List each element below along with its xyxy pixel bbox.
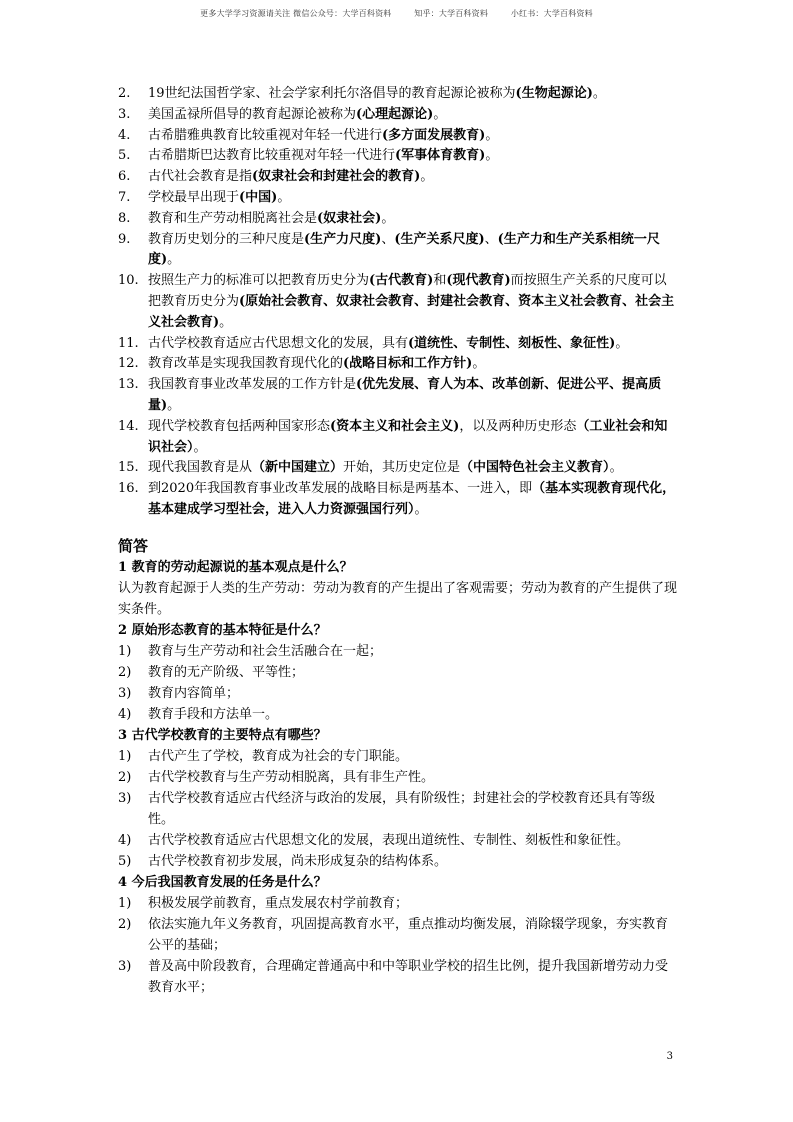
item-number: 14. — [118, 418, 139, 434]
answer-text: (心理起源论) — [356, 106, 434, 122]
answer-list — [118, 746, 678, 872]
item-number: 8. — [118, 210, 131, 226]
item-number: 12. — [118, 356, 139, 372]
question-text: ，以及两种历史形态 — [459, 418, 577, 434]
question-heading: 3 古代学校教育的主要特点有哪些？ — [118, 727, 327, 743]
list-item — [118, 230, 678, 272]
page-number: 3 — [666, 1051, 673, 1062]
header-zhihu: 知乎：大学百科资料 — [414, 9, 489, 18]
question-text: 美国孟禄所倡导的教育起源论被称为 — [148, 106, 357, 122]
question-text: 教育历史划分的三种尺度是 — [148, 231, 305, 247]
question-text: 。 — [277, 189, 291, 205]
item-text — [148, 167, 678, 188]
header-xiaohongshu: 小红书：大学百科资料 — [510, 9, 593, 18]
item-text: 依法实施九年义务教育，巩固提高教育水平，重点推动均衡发展，消除辍学现象，夯实教育公平的基础； — [148, 916, 669, 953]
answer-text: (军事体育教育) — [395, 148, 486, 164]
question-text: 古希腊斯巴达教育比较重视对年轻一代进行 — [148, 148, 396, 164]
item-text: 普及高中阶段教育，合理确定普通高中和中等职业学校的招生比例，提升我国新增劳动力受教育水平； — [148, 958, 669, 995]
item-text: 古代学校教育初步发展，尚未形成复杂的结构体系。 — [148, 853, 448, 869]
question-text: 而按照生产关系的尺度可以把教育历史分为 — [148, 273, 667, 309]
item-number: 2) — [118, 664, 132, 680]
item-number: 3) — [118, 790, 132, 806]
item-text — [148, 188, 678, 209]
question-text: 。 — [219, 314, 233, 330]
list-item — [118, 767, 678, 788]
answer-text: （工业社会和知识社会） — [148, 418, 668, 455]
item-text — [148, 126, 678, 147]
question-text: 。 — [485, 148, 499, 164]
question-text: 古代社会教育是指 — [148, 169, 253, 185]
list-item — [118, 830, 678, 851]
list-item — [118, 641, 678, 662]
item-number: 1) — [118, 748, 132, 764]
item-text — [148, 479, 678, 521]
list-item — [118, 704, 678, 725]
list-item — [118, 167, 678, 188]
answer-paragraph: 认为教育起源于人类的生产劳动：劳动为教育的产生提出了客观需要；劳动为教育的产生提供了现实条件。 — [118, 580, 678, 617]
item-number: 3) — [118, 958, 132, 974]
item-text — [148, 458, 678, 479]
list-item — [118, 662, 678, 683]
item-number: 10. — [118, 273, 139, 289]
list-item — [118, 146, 678, 167]
question-text: 学校最早出现于 — [148, 189, 240, 205]
list-item — [118, 84, 678, 105]
question-text: 。 — [615, 335, 629, 351]
question-text: 按照生产力的标准可以把教育历史分为 — [148, 273, 370, 289]
item-text: 古代学校教育与生产劳动相脱离，具有非生产性。 — [148, 769, 435, 785]
item-text: 古代学校教育适应古代思想文化的发展，表现出道统性、专制性、刻板性和象征性。 — [148, 832, 630, 848]
section-title: 简答 — [118, 536, 149, 555]
list-item — [118, 354, 678, 375]
answer-text: (生产力尺度) — [304, 231, 382, 247]
item-text: 古代学校教育适应古代经济与政治的发展，具有阶级性；封建社会的学校教育还具有等级性。 — [148, 790, 656, 827]
question-text: 教育和生产劳动相脱离社会是 — [148, 210, 318, 226]
item-number: 3. — [118, 106, 131, 122]
item-number: 1) — [118, 895, 132, 911]
list-item — [118, 956, 678, 998]
question-text: 和 — [433, 273, 447, 289]
answer-text: (生产力和生产关系相统一尺度) — [148, 231, 660, 268]
short-answer-section — [118, 557, 678, 998]
question-text: 到2020年我国教育事业改革发展的战略目标是两基本、一进入，即 — [148, 481, 533, 497]
answer-text: (原始社会教育、奴隶社会教育、封建社会教育、资本主义社会教育、社会主义社会教育) — [148, 293, 675, 330]
answer-text: （新中国建立） — [252, 460, 344, 476]
answer-text: (中国) — [239, 189, 278, 205]
item-number: 6. — [118, 169, 131, 185]
answer-text: (古代教育) — [369, 273, 434, 289]
item-text — [148, 84, 678, 105]
question-text: 。 — [381, 210, 395, 226]
item-number: 9. — [118, 231, 131, 247]
answer-text: (奴隶社会和封建社会的教育) — [252, 169, 421, 185]
page-content — [118, 84, 678, 998]
item-text — [148, 417, 678, 459]
item-number: 4) — [118, 706, 132, 722]
list-item — [118, 271, 678, 333]
answer-text: (多方面发展教育) — [382, 127, 486, 143]
answer-text: (优先发展、育人为本、改革创新、促进公平、提高质量) — [148, 377, 662, 413]
question-heading: 2 原始形态教育的基本特征是什么？ — [118, 622, 327, 638]
item-number: 3) — [118, 685, 132, 701]
item-text — [148, 375, 678, 417]
item-number: 11. — [118, 335, 139, 351]
item-text: 积极发展学前教育，重点发展农村学前教育； — [148, 895, 409, 911]
list-item — [118, 126, 678, 147]
list-item — [118, 914, 678, 956]
list-item — [118, 105, 678, 126]
item-text: 古代产生了学校，教育成为社会的专门职能。 — [148, 748, 409, 764]
list-item — [118, 479, 678, 521]
answer-text: (现代教育) — [446, 273, 511, 289]
question-text: 。 — [472, 356, 486, 372]
answer-list — [118, 641, 678, 725]
answer-text: (道统性、专制性、刻板性、象征性) — [408, 335, 616, 351]
item-number: 5. — [118, 148, 131, 164]
answer-text: (资本主义和社会主义) — [330, 418, 460, 434]
question-text: 教育改革是实现我国教育现代化的 — [148, 356, 344, 372]
question-text: 。 — [193, 439, 207, 455]
list-item — [118, 209, 678, 230]
item-text: 教育与生产劳动和社会生活融合在一起； — [148, 643, 383, 659]
item-number: 16. — [118, 481, 139, 497]
question-text: 现代我国教育是从 — [148, 460, 253, 476]
item-number: 4) — [118, 832, 132, 848]
item-text — [148, 105, 678, 126]
question-text: 。 — [167, 397, 181, 413]
item-number: 2) — [118, 916, 132, 932]
item-number: 1) — [118, 643, 132, 659]
question-text: 。 — [414, 501, 428, 517]
item-number: 5) — [118, 853, 132, 869]
item-number: 7. — [118, 189, 131, 205]
question-text: 19世纪法国哲学家、社会学家利托尔洛倡导的教育起源论被称为 — [148, 86, 516, 101]
list-item — [118, 417, 678, 459]
item-text — [148, 334, 678, 355]
item-number: 2. — [118, 86, 131, 101]
item-number: 2) — [118, 769, 132, 785]
item-text — [148, 354, 678, 375]
question-text: 古代学校教育适应古代思想文化的发展，具有 — [148, 335, 409, 351]
item-text — [148, 146, 678, 167]
answer-text: （中国特色社会主义教育） — [460, 460, 610, 476]
question-text: 我国教育事业改革发展的工作方针是 — [148, 377, 357, 393]
answer-list — [118, 893, 678, 998]
list-item — [118, 788, 678, 830]
item-text — [148, 271, 678, 333]
item-text: 教育的无产阶级、平等性； — [148, 664, 305, 680]
item-number: 15. — [118, 460, 139, 476]
list-item — [118, 458, 678, 479]
answer-text: （基本实现教育现代化，基本建成学习型社会，进入人力资源强国行列） — [148, 481, 676, 517]
question-text: 、 — [381, 231, 395, 247]
list-item — [118, 683, 678, 704]
question-text: 。 — [433, 106, 447, 122]
list-item — [118, 188, 678, 209]
question-heading: 4 今后我国教育发展的任务是什么？ — [118, 874, 327, 890]
question-text: 。 — [592, 86, 606, 101]
header-wechat: 更多大学学习资源请关注 微信公众号：大学百科资料 — [200, 9, 392, 18]
answer-text: (生产关系尺度) — [394, 231, 485, 247]
item-text — [148, 230, 678, 272]
item-text: 教育手段和方法单一。 — [148, 706, 279, 722]
list-item — [118, 746, 678, 767]
list-item — [118, 851, 678, 872]
list-item — [118, 893, 678, 914]
answer-text: (战略目标和工作方针) — [343, 356, 473, 372]
question-text: 开始，其历史定位是 — [343, 460, 461, 476]
fill-in-list — [118, 84, 678, 521]
answer-text: (奴隶社会) — [317, 210, 382, 226]
question-text: 现代学校教育包括两种国家形态 — [148, 418, 331, 434]
question-text: 。 — [167, 252, 181, 268]
question-text: 古希腊雅典教育比较重视对年轻一代进行 — [148, 127, 383, 143]
question-text: 、 — [484, 231, 498, 247]
item-text — [148, 209, 678, 230]
item-text: 教育内容简单； — [148, 685, 240, 701]
item-number: 4. — [118, 127, 131, 143]
page-header — [0, 8, 793, 19]
question-text: 。 — [609, 460, 623, 476]
answer-text: (生物起源论) — [515, 86, 593, 101]
item-number: 13. — [118, 377, 139, 393]
list-item — [118, 375, 678, 417]
question-heading: 1 教育的劳动起源说的基本观点是什么？ — [118, 559, 353, 575]
question-text: 。 — [485, 127, 499, 143]
question-text: 。 — [420, 169, 434, 185]
list-item — [118, 334, 678, 355]
